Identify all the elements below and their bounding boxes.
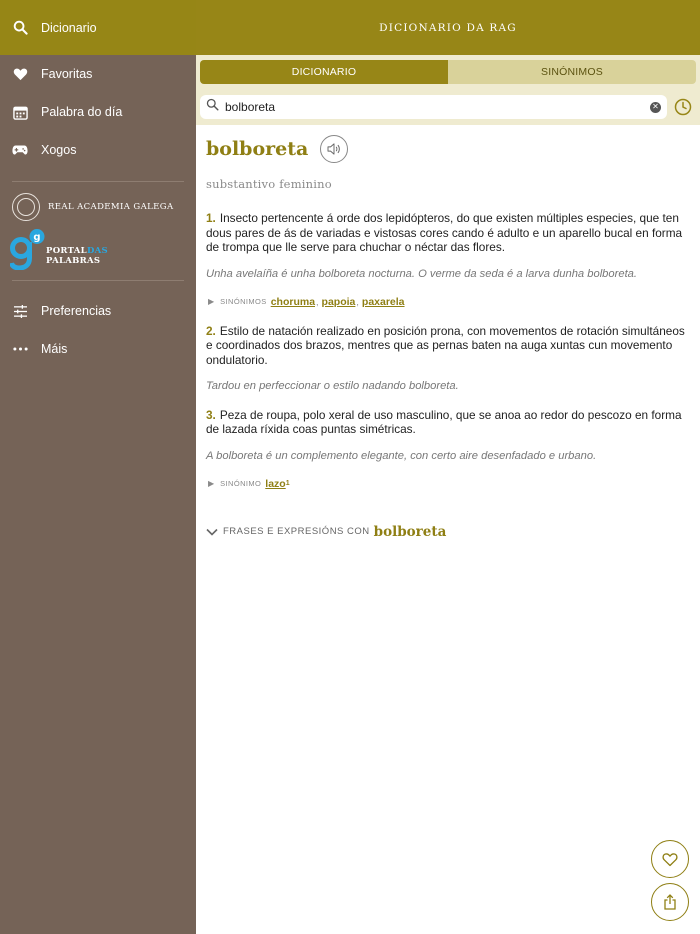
homonym-number: 1	[285, 480, 290, 487]
calendar-icon	[12, 104, 28, 120]
search-input[interactable]	[225, 100, 650, 114]
svg-text:g: g	[33, 232, 41, 243]
clear-search-icon[interactable]: ✕	[650, 102, 661, 113]
synonyms-label: SINÓNIMOS	[220, 297, 267, 306]
sidebar-item-label: Máis	[41, 342, 68, 356]
portal-das-palabras-logo[interactable]	[0, 226, 196, 272]
share-button[interactable]	[651, 883, 689, 921]
phrases-label: FRASES E EXPRESIÓNS CON	[223, 526, 370, 537]
sidebar-item-favoritas[interactable]	[0, 55, 196, 93]
sense-3	[206, 408, 690, 492]
synonym-link[interactable]: choruma	[270, 296, 316, 308]
rag-name: REAL ACADEMIA GALEGA	[48, 202, 174, 212]
search-icon	[206, 98, 219, 116]
sense-2	[206, 324, 690, 394]
tab-sinonimos[interactable]: SINÓNIMOS	[448, 60, 696, 84]
portal-text: PORTALDAS PALABRAS	[46, 246, 108, 266]
sidebar-divider	[12, 181, 184, 182]
sidebar-item-label: Dicionario	[41, 20, 97, 35]
chevron-down-icon	[206, 528, 218, 536]
synonyms-row	[206, 477, 690, 492]
sense-example: A bolboreta é un complemento elegante, con certo aire desenfadado e urbano.	[206, 449, 597, 462]
rag-seal-icon	[12, 193, 40, 221]
speaker-icon[interactable]	[320, 135, 348, 163]
portal-g-icon	[10, 228, 46, 270]
sense-example: Tardou en perfeccionar o estilo nadando bolboreta.	[206, 380, 459, 392]
sidebar-item-label: Favoritas	[41, 67, 93, 81]
sense-text: 2. Estilo de natación realizado en posición prona, con movementos de rotación simultáneos e coordinados dos brazos, mentres que as pernas baten na auga xuntas cun movemento ondulatorio.	[206, 323, 685, 367]
sidebar-item-label: Palabra do día	[41, 105, 123, 119]
sidebar-item-palabra-do-dia[interactable]	[0, 93, 196, 131]
sidebar-item-mais[interactable]	[0, 330, 196, 368]
play-arrow-icon[interactable]: ▶	[208, 297, 215, 306]
synonyms-label: SINÓNIMO	[220, 479, 262, 488]
synonym-link[interactable]: paxarela	[361, 296, 405, 308]
sidebar-item-preferencias[interactable]	[0, 292, 196, 330]
phrases-toggle[interactable]	[206, 524, 690, 540]
tab-bar	[196, 55, 700, 89]
rag-logo[interactable]	[0, 192, 196, 222]
synonym-link[interactable]: papoia	[321, 296, 356, 308]
heart-icon	[12, 66, 28, 82]
share-icon	[663, 894, 677, 910]
synonyms-row: ▶ SINÓNIMOS choruma , papoia , paxarela	[208, 296, 405, 308]
entry-content	[196, 134, 700, 540]
headword: bolboreta	[206, 138, 309, 160]
gamepad-icon	[12, 142, 28, 158]
main-panel	[196, 0, 700, 934]
history-icon[interactable]	[673, 97, 693, 117]
play-arrow-icon[interactable]: ▶	[208, 479, 215, 488]
sense-text: 3. Peza de roupa, polo xeral de uso masculino, que se anoa ao redor do pescozo en forma de lazada ríxida coas puntas simétricas.	[206, 407, 682, 436]
phrases-headword: bolboreta	[373, 523, 447, 540]
search-row	[196, 89, 700, 125]
sidebar-item-dicionario[interactable]	[0, 0, 196, 55]
synonym-link[interactable]: lazo	[265, 478, 286, 490]
sidebar-item-xogos[interactable]	[0, 131, 196, 169]
favorite-button[interactable]	[651, 840, 689, 878]
page-title: DICIONARIO DA RAG	[379, 21, 517, 34]
tab-dicionario[interactable]: DICIONARIO	[200, 60, 448, 84]
sidebar	[0, 0, 196, 934]
sense-example: Unha avelaíña é unha bolboreta nocturna. O verme da seda é a larva dunha bolboreta.	[206, 267, 638, 280]
headword-row	[206, 134, 690, 164]
sliders-icon	[12, 303, 28, 319]
part-of-speech: substantivo feminino	[206, 177, 332, 191]
sidebar-item-label: Xogos	[41, 143, 77, 157]
sidebar-item-label: Preferencias	[41, 304, 112, 318]
sense-1	[206, 211, 690, 310]
search-icon	[12, 20, 28, 36]
heart-icon	[662, 852, 678, 867]
more-icon	[12, 341, 28, 357]
search-box	[200, 95, 667, 119]
sense-text: 1. Insecto pertencente á orde dos lepidópteros, do que existen múltiples especies, que ten dous pares de ás de variadas e vistosas cores cando é adulto e un aparello bucal en forma de trompa que lle serve para chuchar o néctar das flores.	[206, 211, 683, 254]
top-bar	[196, 0, 700, 55]
